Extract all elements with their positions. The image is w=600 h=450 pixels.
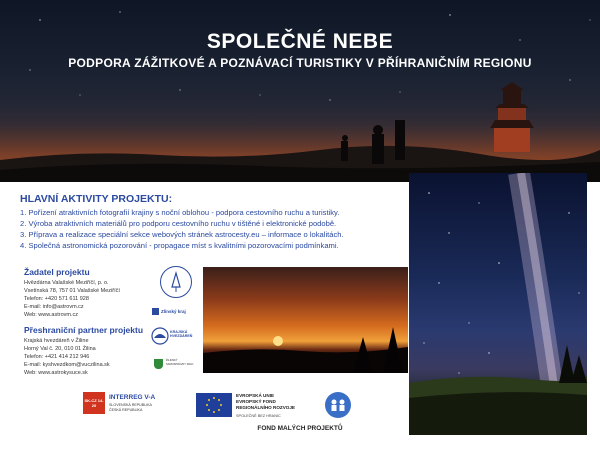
applicant-heading: Žadatel projektu — [24, 267, 90, 277]
partner-line: Telefon: +421 414 212 946 — [24, 354, 90, 360]
eu-line2: EVROPSKÝ FOND — [236, 399, 276, 404]
partner-line: E-mail: kyshvezdkom@vuczilina.sk — [24, 362, 110, 368]
sunset-landscape-illustration — [203, 267, 408, 373]
sk-cz-badge: SK-CZ 14-20 — [83, 392, 105, 414]
interreg-sub2: ČESKÁ REPUBLIKA — [109, 408, 143, 412]
applicant-line: Vsetínská 78, 757 01 Valašské Meziříčí — [24, 288, 120, 294]
zlin-region-logo — [152, 306, 192, 316]
header-night-photo — [0, 0, 600, 182]
milky-way-illustration — [409, 173, 587, 435]
activity-item: 2. Výroba atraktivních materiálů pro podporu cestovního ruchu v tištěné i elektronické podobě. — [20, 219, 337, 228]
applicant-line: Telefon: +420 571 611 928 — [24, 296, 89, 302]
activities-heading: HLAVNÍ AKTIVITY PROJEKTU: — [20, 193, 173, 205]
applicant-line: Web: www.astrovm.cz — [24, 312, 78, 318]
milky-way-photo — [409, 173, 587, 435]
page-subtitle: PODPORA ZÁŽITKOVÉ A POZNÁVACÍ TURISTIKY V PŘÍHRANIČNÍM REGIONU — [68, 56, 532, 70]
partner-line: Web: www.astrokysuce.sk — [24, 370, 88, 376]
interreg-sub1: SLOVENSKÁ REPUBLIKA — [109, 403, 152, 407]
applicant-line: E-mail: info@astrovm.cz — [24, 304, 84, 310]
partner-line: Krajská hvezdáreň v Žiline — [24, 338, 89, 344]
eu-fund-text — [236, 393, 326, 419]
applicant-line: Hvězdárna Valašské Meziříčí, p. o. — [24, 280, 109, 286]
partner-heading: Přeshraniční partner projektu — [24, 325, 144, 335]
eu-flag-icon — [196, 393, 232, 417]
interreg-label: INTERREG V-A — [109, 394, 156, 401]
sunset-photo — [203, 267, 408, 373]
activity-item: 3. Příprava a realizace speciální sekce webových stránek astrocesty.eu – informace o lokalitách. — [20, 230, 344, 239]
telescope-icon — [161, 267, 191, 297]
page-title: SPOLEČNÉ NEBE — [206, 30, 394, 53]
activity-item: 1. Pořízení atraktivních fotografií krajiny s noční oblohou - podpora cestovního ruchu a turistiky. — [20, 208, 340, 217]
applicant-contact — [24, 279, 154, 319]
eu-line4: SPOLEČNĚ BEZ HRANIC — [236, 414, 281, 418]
observatory-logo — [160, 266, 192, 298]
partner-contact — [24, 337, 154, 377]
activity-item: 4. Společná astronomická pozorování - propagace míst s kvalitními pozorovacími podmínkami. — [20, 241, 339, 250]
people-icon — [325, 392, 351, 418]
project-round-logo — [325, 392, 351, 418]
krajska-hvezdaren-label: KRAJSKÁ HVEZDÁREŇ — [170, 330, 193, 338]
zlin-flag-icon — [152, 308, 159, 315]
eu-stars-icon — [196, 393, 232, 417]
eu-line3: REGIONÁLNÍHO ROZVOJE — [236, 405, 295, 410]
zlin-region-label: Zlínský kraj — [161, 308, 186, 314]
interreg-logo — [83, 392, 183, 420]
eu-line1: EVROPSKÁ UNIE — [236, 393, 275, 398]
zilina-region-logo — [154, 358, 194, 370]
krajska-hvezdaren-logo — [150, 326, 193, 346]
fund-label: FOND MALÝCH PROJEKTŮ — [257, 425, 343, 432]
night-landscape-illustration — [0, 0, 600, 182]
zilina-region-label: ŽILINSKÝ SAMOSPRÁVNY KRAJ — [166, 359, 194, 366]
zilina-shield-icon — [154, 359, 163, 369]
activities-list — [20, 207, 400, 251]
partner-line: Horný Val č. 20, 010 01 Žilina — [24, 346, 96, 352]
